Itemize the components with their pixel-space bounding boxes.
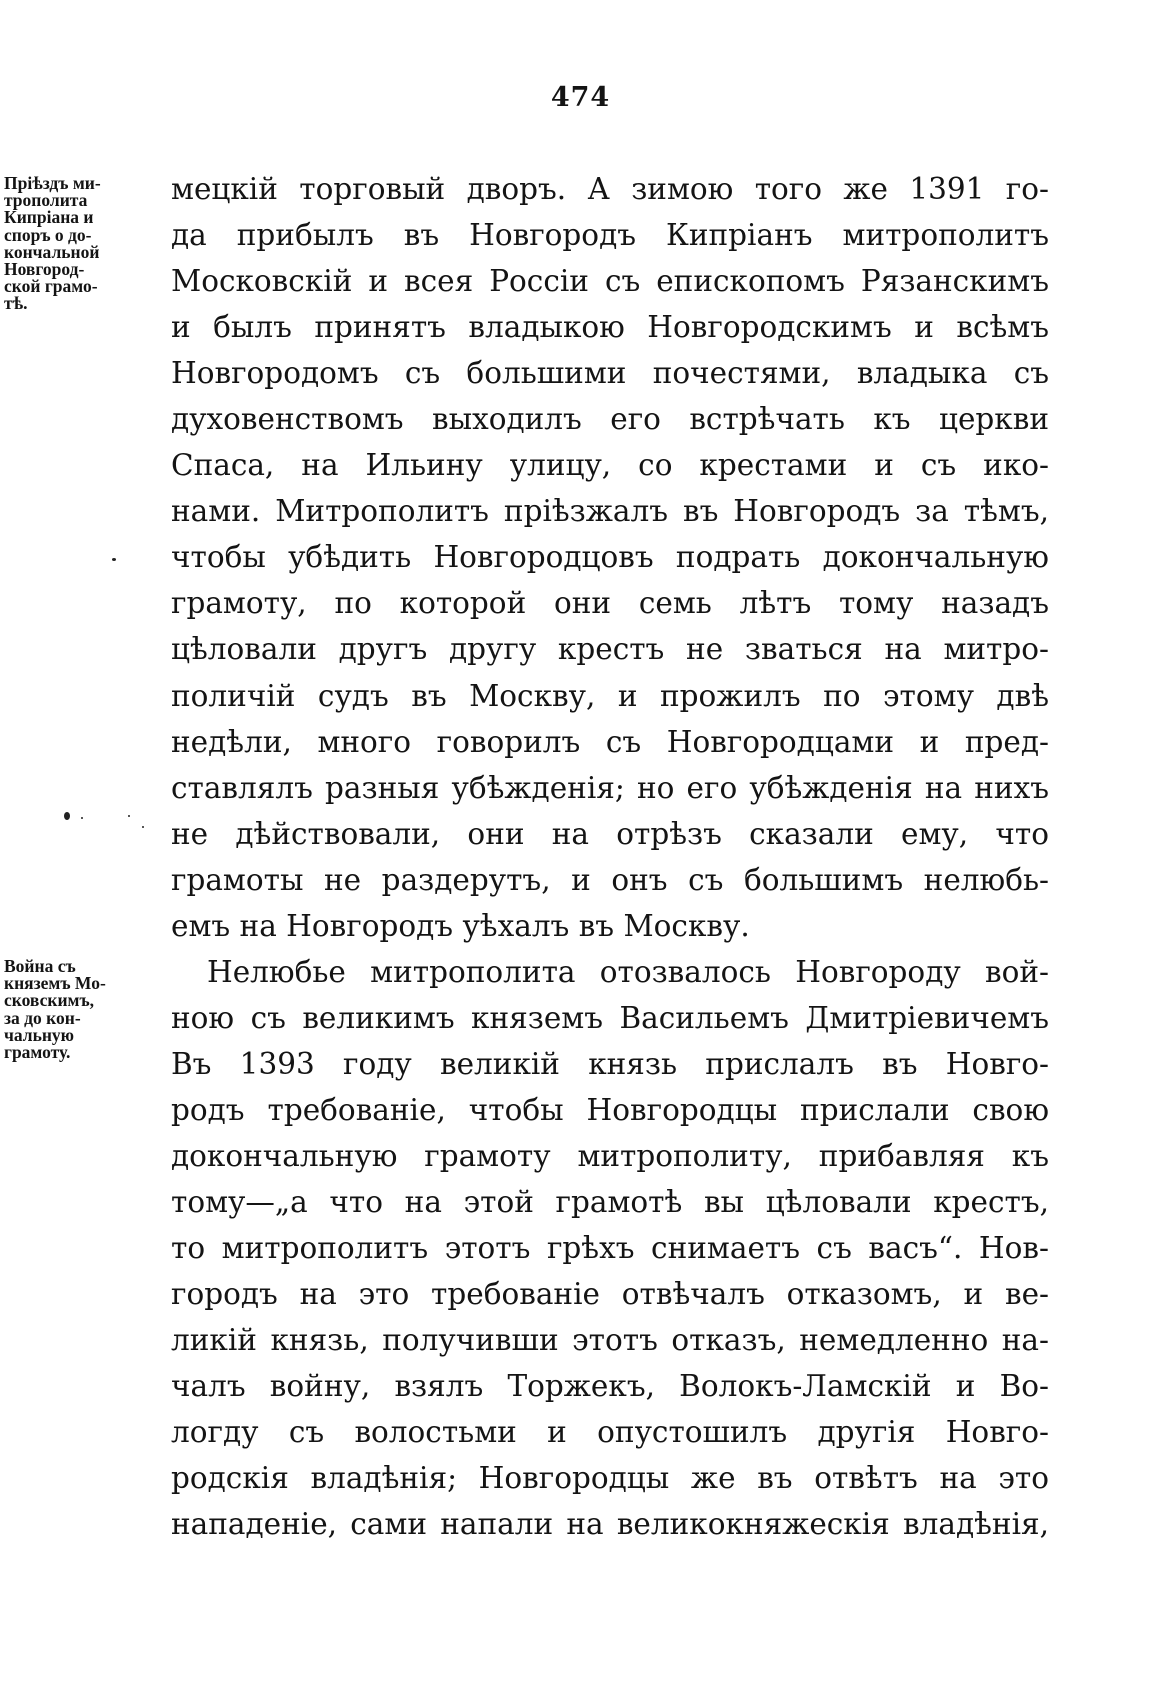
margin-note-line: Новгород- <box>4 259 85 280</box>
body-line: поличiй судъ въ Москву, и прожилъ по этому двѣ <box>171 678 1049 713</box>
body-line: грамоты не раздерутъ, и онъ съ большимъ нелюбь- <box>171 862 1049 897</box>
body-line: не дѣйствовали, они на отрѣзъ сказали ему, что <box>171 816 1049 851</box>
body-line: Спаса, на Ильину улицу, со крестами и съ ико- <box>171 448 1049 483</box>
body-line: нападенiе, сами напали на великокняжескiя владѣнiя, <box>171 1507 1049 1542</box>
margin-note-line: грамоту. <box>4 1042 71 1063</box>
margin-note-war-with-moscow <box>4 958 164 1061</box>
body-line: и былъ принятъ владыкою Новгородскимъ и всѣмъ <box>171 310 1049 345</box>
margin-note-line: сковскимъ, <box>4 990 95 1011</box>
margin-note-line: Война съ <box>4 956 76 976</box>
body-line: логду съ волостьми и опустошилъ другiя Новго- <box>171 1415 1049 1450</box>
body-line: нами. Митрополитъ прiѣзжалъ въ Новгородъ за тѣмъ, <box>171 494 1049 529</box>
scan-speck <box>128 815 130 817</box>
page-number: 474 <box>550 82 611 113</box>
body-line: городъ на это требованiе отвѣчалъ отказомъ, и ве- <box>171 1277 1049 1312</box>
scan-speck <box>64 812 70 820</box>
body-line: мецкiй торговый дворъ. А зимою того же 1391 го- <box>171 172 1049 206</box>
scan-speck <box>142 826 144 828</box>
margin-note-line: трополита <box>4 190 88 211</box>
margin-note-line: ской грамо- <box>4 276 98 297</box>
margin-note-line: Кипрiана и <box>4 207 94 228</box>
body-line: недѣли, много говорилъ съ Новгородцами и пред- <box>171 724 1049 759</box>
body-line: Нелюбье митрополита отозвалось Новгороду вой- <box>207 954 1049 989</box>
body-line: Московскiй и всея Россiи съ епископомъ Рязанскимъ <box>171 264 1049 299</box>
body-line: тому—„а что на этой грамотѣ вы цѣловали крестъ, <box>171 1185 1049 1220</box>
margin-note-line: тѣ. <box>4 293 28 314</box>
body-line: Въ 1393 году великiй князь прислалъ въ Новго- <box>171 1046 1049 1081</box>
body-line: грамоту, по которой они семь лѣтъ тому назадъ <box>171 586 1049 621</box>
margin-note-line: кончальной <box>4 241 100 262</box>
body-line: да прибылъ въ Новгородъ Кипрiанъ митрополитъ <box>171 218 1049 253</box>
body-line: цѣловали другъ другу крестъ не зваться на митро- <box>171 632 1049 667</box>
body-line: ликiй князь, получивши этотъ отказъ, немедленно на- <box>171 1323 1049 1358</box>
body-line: то митрополитъ этотъ грѣхъ снимаетъ съ васъ“. Нов- <box>171 1231 1049 1266</box>
scan-speck <box>112 558 116 561</box>
margin-note-line: Прiѣздъ ми- <box>4 173 101 193</box>
body-line: чтобы убѣдить Новгородцовъ подрать докончальную <box>171 540 1049 575</box>
body-line: чалъ войну, взялъ Торжекъ, Волокъ-Ламскiй и Во- <box>171 1369 1049 1404</box>
body-line: родскiя владѣнiя; Новгородцы же въ отвѣтъ на это <box>171 1461 1049 1496</box>
body-line: ставлялъ разныя убѣжденiя; но его убѣжденiя на нихъ <box>171 770 1049 805</box>
margin-note-line: чальную <box>4 1024 75 1045</box>
body-text <box>171 166 1049 1547</box>
margin-note-line: за до кон- <box>4 1007 81 1028</box>
body-line: родъ требованiе, чтобы Новгородцы прислали свою <box>171 1092 1049 1127</box>
body-line: докончальную грамоту митрополиту, прибавляя къ <box>171 1138 1049 1173</box>
scan-speck <box>81 817 83 819</box>
body-line: емъ на Новгородъ уѣхалъ въ Москву. <box>171 908 750 943</box>
body-line: Новгородомъ съ большими почестями, владыка съ <box>171 356 1049 391</box>
margin-note-line: споръ о до- <box>4 224 92 245</box>
body-line: ною съ великимъ княземъ Васильемъ Дмитрiевичемъ <box>171 1000 1049 1035</box>
margin-note-line: княземъ Мо- <box>4 973 106 994</box>
body-line: духовенствомъ выходилъ его встрѣчать къ церкви <box>171 402 1049 437</box>
margin-note-metropolitan-visit <box>4 175 164 313</box>
